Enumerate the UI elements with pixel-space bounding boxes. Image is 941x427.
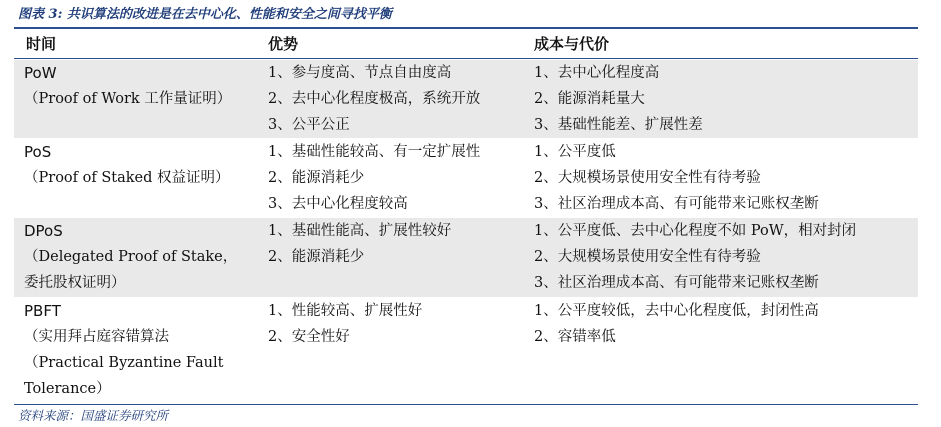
advantage-item: 2、去中心化程度极高，系统开放	[268, 91, 481, 107]
advantage-item: 1、基础性能高、扩展性较好	[268, 223, 452, 239]
advantage-item: 1、参与度高、节点自由度高	[268, 65, 452, 81]
advantages-cell	[268, 139, 533, 217]
algorithm-cell	[24, 139, 264, 191]
algorithm-desc: 委托股权证明）	[24, 275, 126, 291]
header-advantages: 优势	[268, 35, 299, 53]
advantages-cell	[268, 60, 533, 138]
header-costs: 成本与代价	[534, 35, 610, 53]
cost-item: 1、公平度低、去中心化程度不如 PoW，相对封闭	[534, 223, 857, 239]
bottom-rule	[14, 404, 918, 405]
cost-item: 3、社区治理成本高、有可能带来记账权垄断	[534, 196, 819, 212]
algorithm-cell	[24, 60, 264, 112]
cost-item: 2、大规模场景使用安全性有待考验	[534, 170, 761, 186]
algorithm-name: PoS	[24, 143, 52, 161]
advantage-item: 3、公平公正	[268, 117, 350, 133]
algorithm-cell	[24, 218, 264, 296]
algorithm-desc: （Practical Byzantine Fault	[24, 355, 224, 371]
cost-item: 2、容错率低	[534, 329, 616, 345]
cost-item: 2、大规模场景使用安全性有待考验	[534, 249, 761, 265]
advantage-item: 2、能源消耗少	[268, 249, 365, 265]
costs-cell	[534, 139, 914, 217]
algorithm-desc: （实用拜占庭容错算法	[24, 329, 169, 345]
algorithm-desc: （Delegated Proof of Stake，	[24, 249, 238, 265]
algorithm-desc: （Proof of Staked 权益证明）	[24, 170, 230, 186]
advantage-item: 1、基础性能较高、有一定扩展性	[268, 144, 481, 160]
table-row-pbft	[14, 298, 918, 403]
table-caption: 图表 3: 共识算法的改进是在去中心化、性能和安全之间寻找平衡	[18, 7, 392, 22]
cost-item: 1、公平度较低，去中心化程度低，封闭性高	[534, 303, 819, 319]
cost-item: 2、能源消耗量大	[534, 91, 645, 107]
table-header	[14, 29, 918, 58]
table-row-dpos	[14, 218, 918, 297]
header-time: 时间	[26, 35, 57, 53]
table-row-pos	[14, 139, 918, 217]
cost-item: 3、基础性能差、扩展性差	[534, 117, 703, 133]
algorithm-cell	[24, 298, 264, 402]
cost-item: 3、社区治理成本高、有可能带来记账权垄断	[534, 275, 819, 291]
algorithm-name: DPoS	[24, 222, 63, 240]
advantage-item: 2、安全性好	[268, 329, 350, 345]
cost-item: 1、去中心化程度高	[534, 65, 660, 81]
costs-cell	[534, 298, 914, 350]
advantage-item: 1、性能较高、扩展性好	[268, 303, 423, 319]
header-rule	[14, 58, 918, 59]
table-row-pow	[14, 60, 918, 138]
algorithm-name: PBFT	[24, 302, 61, 320]
cost-item: 1、公平度低	[534, 144, 616, 160]
advantages-cell	[268, 218, 533, 270]
advantage-item: 2、能源消耗少	[268, 170, 365, 186]
algorithm-desc: （Proof of Work 工作量证明）	[24, 91, 232, 107]
advantage-item: 3、去中心化程度较高	[268, 196, 408, 212]
algorithm-desc: Tolerance）	[24, 381, 111, 397]
costs-cell	[534, 60, 914, 138]
algorithm-name: PoW	[24, 64, 57, 82]
source-note: 资料来源：国盛证券研究所	[18, 408, 169, 423]
costs-cell	[534, 218, 914, 296]
advantages-cell	[268, 298, 533, 350]
